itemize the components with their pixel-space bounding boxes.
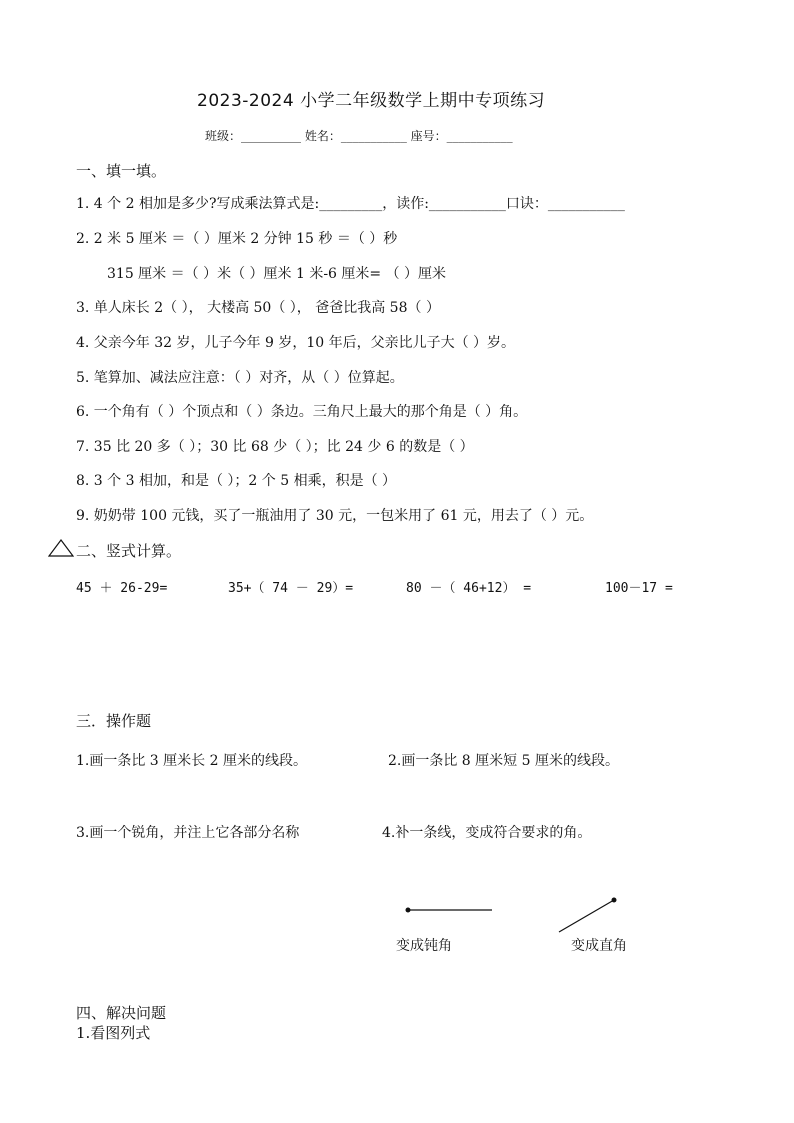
section4-heading: 四、解决问题 xyxy=(76,1004,167,1022)
page-title: 2023-2024 小学二年级数学上期中专项练习 xyxy=(197,91,546,111)
label-obtuse-angle: 变成钝角 xyxy=(396,938,452,954)
section2-heading: 二、竖式计算。 xyxy=(76,542,182,560)
student-info-fields: 班级：__________ 姓名：___________ 座号：___________ xyxy=(205,129,513,143)
section3-heading: 三．操作题 xyxy=(76,712,152,730)
problem-question-1: 1.看图列式 xyxy=(76,1024,151,1042)
label-right-angle: 变成直角 xyxy=(571,938,627,954)
calc-expression-1: 45 ＋ 26-29= xyxy=(76,581,168,596)
calc-expression-4: 100－17 = xyxy=(605,581,673,596)
operation-question-3: 3.画一个锐角，并注上它各部分名称 xyxy=(76,825,300,841)
calc-expression-2: 35+（ 74 － 29）= xyxy=(228,581,354,596)
operation-question-1: 1.画一条比 3 厘米长 2 厘米的线段。 xyxy=(76,753,307,769)
question-1-3: 3. 单人床长 2（ ）， 大楼高 50（ ）， 爸爸比我高 58（ ） xyxy=(76,300,440,316)
question-1-4: 4. 父亲今年 32 岁，儿子今年 9 岁，10 年后，父亲比儿子大（ ）岁。 xyxy=(76,335,516,351)
operation-question-4: 4.补一条线，变成符合要求的角。 xyxy=(382,825,592,841)
question-1-6: 6. 一个角有（ ）个顶点和（ ）条边。三角尺上最大的那个角是（ ）角。 xyxy=(76,404,528,420)
triangle-icon xyxy=(48,539,74,557)
section1-heading: 一、填一填。 xyxy=(76,162,167,180)
question-1-8: 8. 3 个 3 相加，和是（ ）；2 个 5 相乘，积是（ ） xyxy=(76,473,397,489)
slanted-ray-figure xyxy=(553,893,623,937)
question-1-9: 9. 奶奶带 100 元钱，买了一瓶油用了 30 元，一包米用了 61 元，用去了（ ）元。 xyxy=(76,508,594,524)
horizontal-ray-figure xyxy=(398,895,498,919)
question-1-2a: 2. 2 米 5 厘米 ＝（ ）厘米 2 分钟 15 秒 ＝（ ）秒 xyxy=(76,231,398,247)
question-1-2b: 315 厘米 ＝（ ）米（ ）厘米 1 米-6 厘米= （ ）厘米 xyxy=(107,266,447,282)
question-1-7: 7. 35 比 20 多（ ）；30 比 68 少（ ）；比 24 少 6 的数是（ ） xyxy=(76,439,474,455)
operation-question-2: 2.画一条比 8 厘米短 5 厘米的线段。 xyxy=(388,753,619,769)
question-1-1: 1. 4 个 2 相加是多少?写成乘法算式是:_________，读作:___________口诀：___________ xyxy=(76,196,625,212)
question-1-5: 5. 笔算加、减法应注意：（ ）对齐，从（ ）位算起。 xyxy=(76,370,404,386)
calc-expression-3: 80 －（ 46+12） = xyxy=(406,581,532,596)
